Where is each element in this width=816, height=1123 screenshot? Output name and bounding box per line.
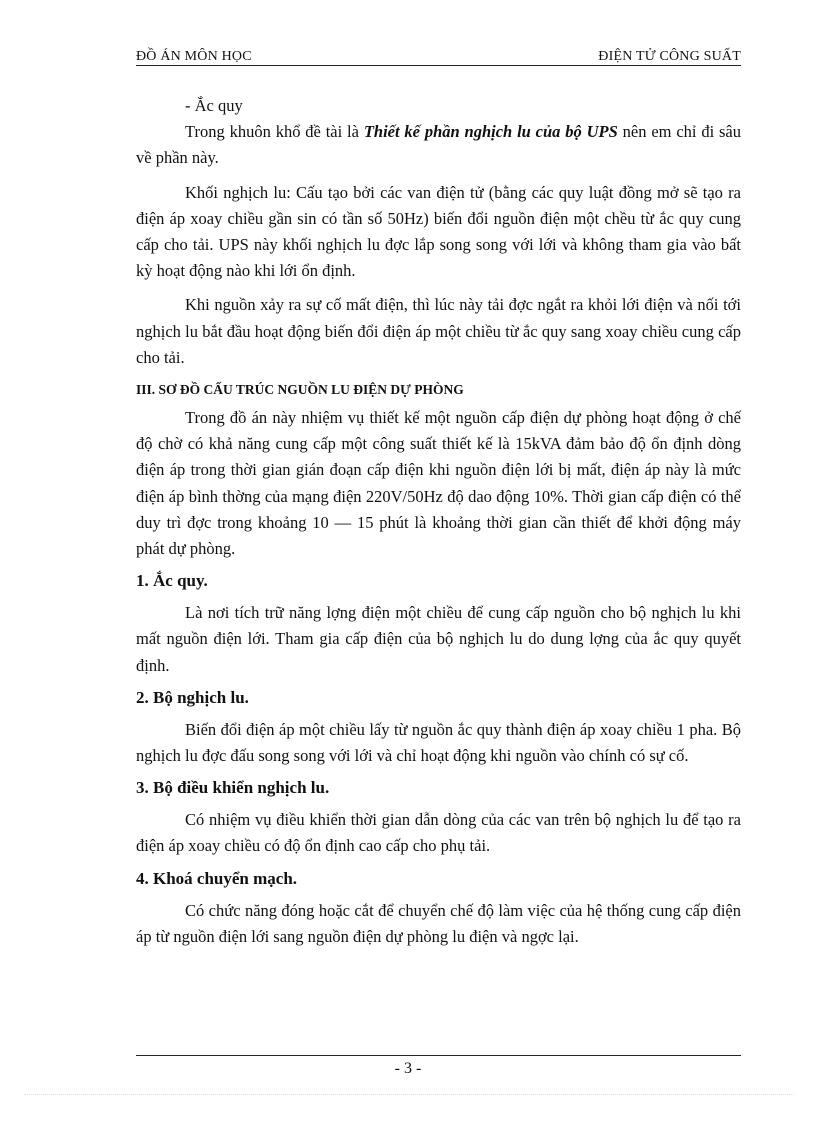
- paragraph-inverter-controller: Có nhiệm vụ điều khiển thời gian dẫn dòng của các van trên bộ nghịch lu để tạo ra điện áp xoay chiều có độ ổn định cao cấp cho phụ tải.: [136, 810, 741, 856]
- document-body: [136, 93, 741, 950]
- page-edge-divider: [24, 1094, 794, 1095]
- subheading-transfer-switch: 4. Khoá chuyển mạch.: [136, 868, 298, 888]
- header-right: ĐIỆN TỬ CÔNG SUẤT: [598, 49, 741, 64]
- paragraph-battery: Là nơi tích trữ năng lợng điện một chiều để cung cấp nguồn cho bộ nghịch lu khi mất nguồn điện lới. Tham gia cấp điện của bộ nghịch lu do dung lợng của ắc quy quyết định.: [136, 603, 741, 675]
- subheading-battery: 1. Ắc quy.: [136, 571, 208, 591]
- header-left: ĐỒ ÁN MÔN HỌC: [136, 49, 252, 64]
- intro-paragraph-2: Khối nghịch lu: Cấu tạo bởi các van điện tử (bằng các quy luật đồng mở sẽ tạo ra điện áp xoay chiều gần sin có tần số 50Hz) biến đổi nguồn điện một chều từ ắc quy cung cấp cho tải. UPS này khối nghịch lu đợc lắp song song với lới và không tham gia vào bất kỳ hoạt động nào khi lới ổn định.: [136, 182, 741, 281]
- section-paragraph: Trong đồ án này nhiệm vụ thiết kế một nguồn cấp điện dự phòng hoạt động ở chế độ chờ có khả năng cung cấp một công suất thiết kế là 15kVA đảm bảo độ ổn định dòng điện áp trong thời gian gián đoạn cấp điện khi nguồn điện lới bị mất, điện áp này là mức điện áp bình thờng của mạng điện 220V/50Hz độ dao động 10%. Thời gian cấp điện có thể duy trì đợc trong khoảng 10 — 15 phút là khoảng thời gian cần thiết để khởi động máy phát dự phòng.: [136, 408, 741, 559]
- paragraph-inverter: Biến đổi điện áp một chiều lấy từ nguồn ắc quy thành điện áp xoay chiều 1 pha. Bộ nghịch lu đợc đấu song song với lới và chỉ hoạt động khi nguồn vào chính có sự cố.: [136, 719, 741, 766]
- page-number: - 3 -: [394, 1060, 422, 1077]
- subheading-inverter-controller: 3. Bộ điều khiển nghịch lu.: [136, 778, 330, 798]
- footer-rule: [136, 1055, 741, 1056]
- intro-paragraph-3: Khi nguồn xảy ra sự cố mất điện, thì lúc này tải đợc ngắt ra khỏi lới điện và nối tới nghịch lu bắt đầu hoạt động biến đổi điện áp một chiều từ ắc quy sang xoay chiều cung cấp cho tải.: [136, 295, 741, 367]
- intro-list-item: - Ắc quy: [185, 96, 243, 115]
- section-heading: III. SƠ ĐỒ CẤU TRÚC NGUỒN LU ĐIỆN DỰ PHÒNG: [136, 382, 464, 398]
- intro-paragraph-1: Trong khuôn khổ đề tài là Thiết kế phần nghịch lu của bộ UPS nên em chỉ đi sâu về phần này.: [136, 122, 742, 168]
- paragraph-transfer-switch: Có chức năng đóng hoặc cắt để chuyển chế độ làm việc của hệ thống cung cấp điện áp từ nguồn điện lới sang nguồn điện dự phòng lu điện và ngợc lại.: [136, 900, 741, 946]
- topic-title: Thiết kế phần nghịch lu của bộ UPS: [363, 122, 618, 142]
- subheading-inverter: 2. Bộ nghịch lu.: [136, 687, 249, 707]
- running-header: [136, 49, 741, 66]
